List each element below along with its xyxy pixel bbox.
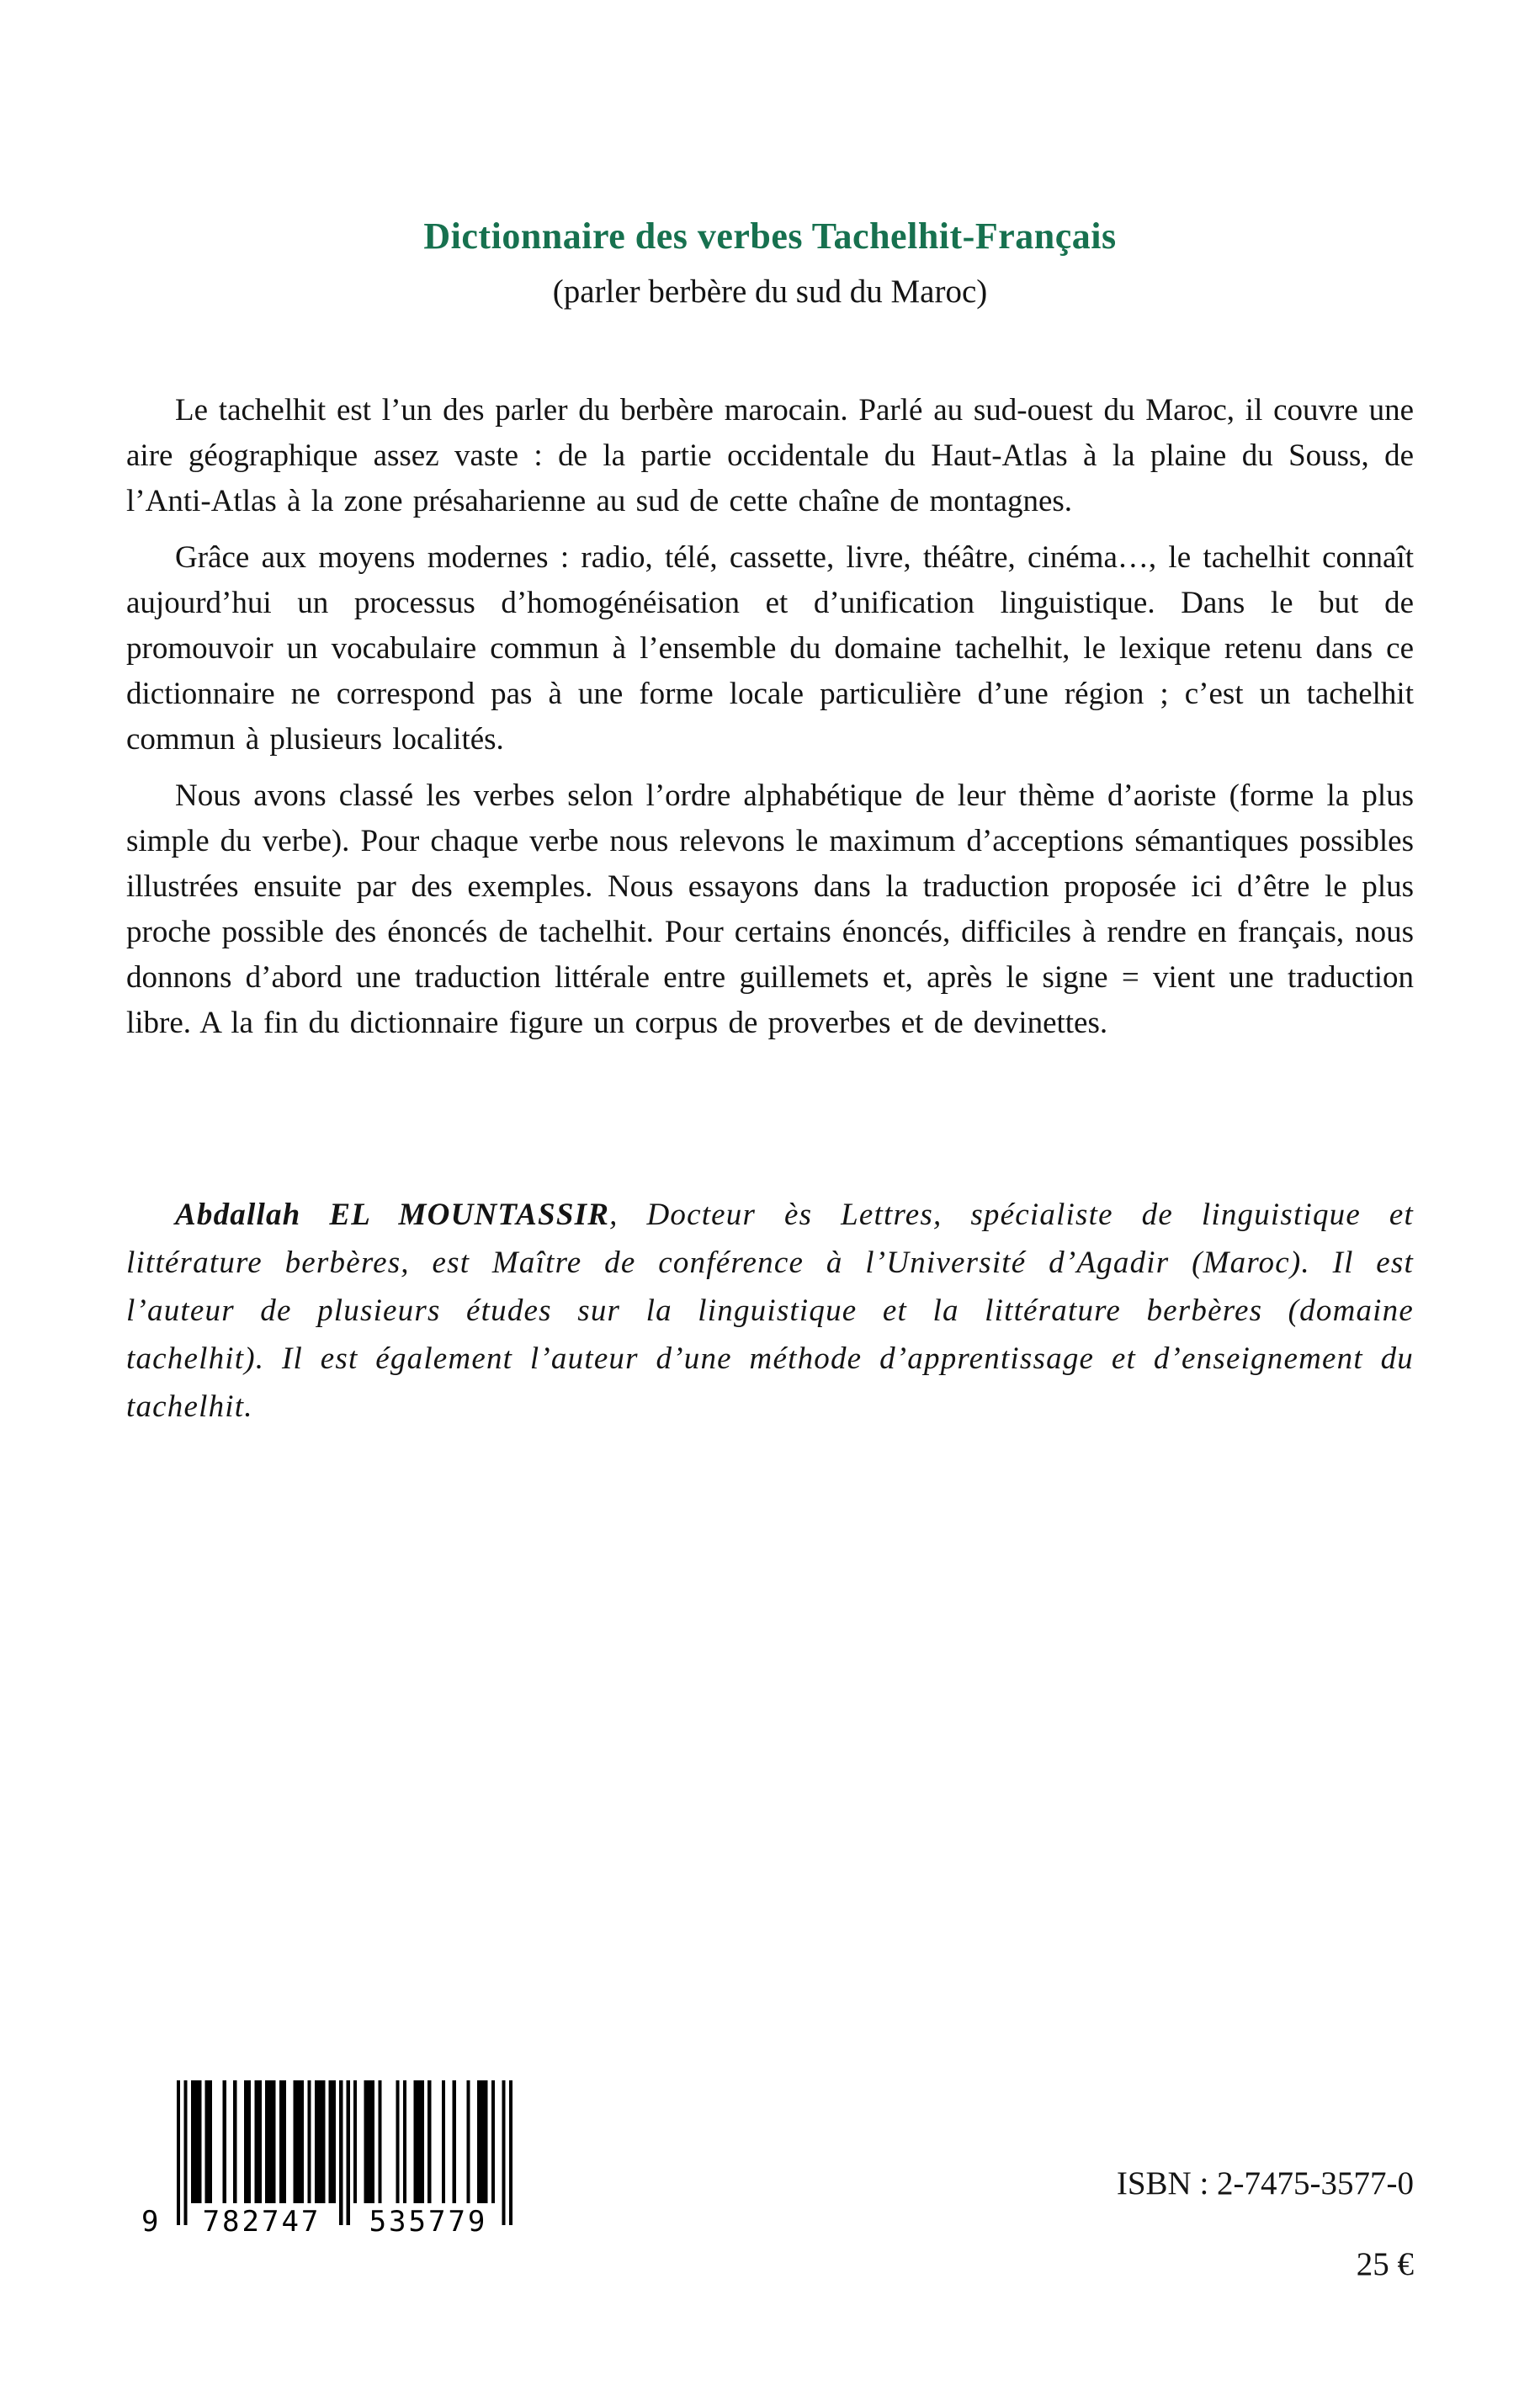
author-bio-text: , Docteur ès Lettres, spécialiste de linguistique et littérature berbères, est Maître de conférence à l’Université d’Agadir (Maroc). Il est l’auteur de plusieurs études sur la linguistique et la littérature berbères (domaine tachelhit). Il est également l’auteur d’une méthode d’apprentissage et d’enseignement du tachelhit.: [126, 1198, 1415, 1424]
paragraph-2: Grâce aux moyens modernes : radio, télé, cassette, livre, théâtre, cinéma…, le tachelhit connaît aujourd’hui un processus d’homogénéisation et d’unification linguistique. Dans le but de promouvoir un vocabulaire commun à l’ensemble du domaine tachelhit, le lexique retenu dans ce dictionnaire ne correspond pas à une forme locale particulière d’une région ; c’est un tachelhit commun à plusieurs localités.: [126, 540, 1414, 757]
barcode-lead-digit: 9: [141, 2205, 162, 2239]
author-bio: [126, 1191, 1414, 1431]
ean13-barcode: [141, 2080, 545, 2261]
barcode-left-group: 782747: [199, 2205, 325, 2239]
paragraph-3: Nous avons classé les verbes selon l’ordre alphabétique de leur thème d’aoriste (forme la plus simple du verbe). Pour chaque verbe nous relevons le maximum d’acceptions sémantiques possibles illustrées ensuite par des exemples. Nous essayons dans la traduction proposée ici d’être le plus proche possible des énoncés de tachelhit. Pour certains énoncés, difficiles à rendre en français, nous donnons d’abord une traduction littérale entre guillemets et, après le signe = vient une traduction libre. A la fin du dictionnaire figure un corpus de proverbes et de devinettes.: [126, 778, 1414, 1040]
price-text: 25 €: [1356, 2246, 1414, 2282]
book-subtitle: (parler berbère du sud du Maroc): [552, 274, 988, 310]
book-title: Dictionnaire des verbes Tachelhit-Français: [423, 215, 1117, 257]
isbn-text: ISBN : 2-7475-3577-0: [1116, 2165, 1414, 2202]
barcode-right-group: 535779: [366, 2205, 491, 2239]
author-name: Abdallah EL MOUNTASSIR: [175, 1198, 610, 1232]
barcode-bars: [177, 2080, 512, 2225]
paragraph-1: Le tachelhit est l’un des parler du berbère marocain. Parlé au sud-ouest du Maroc, il couvre une aire géographique assez vaste : de la partie occidentale du Haut-Atlas à la plaine du Souss, de l’Anti-Atlas à la zone présaharienne au sud de cette chaîne de montagnes.: [126, 393, 1414, 518]
